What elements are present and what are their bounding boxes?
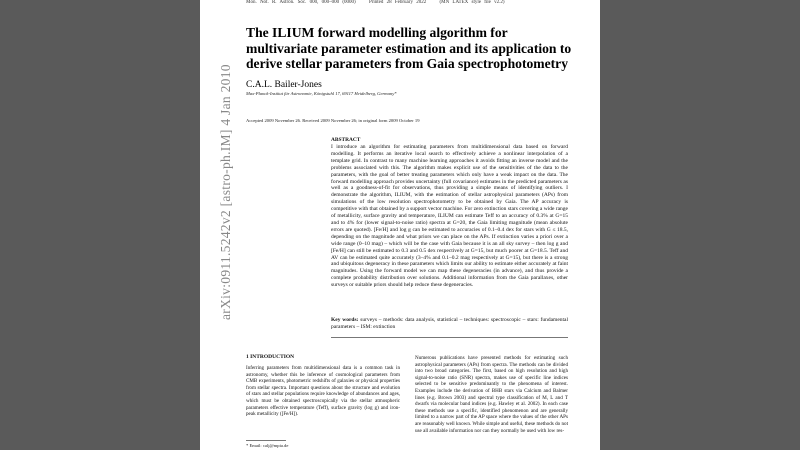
arxiv-stamp: arXiv:0911.5242v2 [astro-ph.IM] 4 Jan 2010 bbox=[218, 64, 233, 320]
dates-line: Accepted 2009 November 26. Received 2009 November 26; in original form 2009 October 19 bbox=[246, 118, 420, 123]
author-affiliation: Max-Planck-Institut für Astronomie, Königstuhl 17, 69117 Heidelberg, Germany* bbox=[246, 91, 397, 96]
keywords bbox=[331, 317, 568, 331]
keywords-label: Key words: bbox=[331, 317, 359, 323]
abstract-heading: ABSTRACT bbox=[331, 137, 361, 143]
abstract-divider bbox=[331, 337, 568, 338]
journal-ref: Mon. Not. R. Astron. Soc. 000, 000–000 (0000) bbox=[246, 0, 356, 5]
paper-title: The ILIUM forward modelling algorithm for multivariate parameter estimation and its application to derive stellar parameters from Gaia spectrophotometry bbox=[246, 25, 572, 71]
style-note: (MN LATEX style file v2.2) bbox=[439, 0, 505, 5]
paper-page bbox=[200, 0, 600, 450]
keywords-text: surveys – methods: data analysis, statistical – techniques: spectroscopic – stars: fundamental parameters – ISM: extinction bbox=[331, 317, 569, 330]
printed-date: Printed 28 February 2022 bbox=[368, 0, 427, 5]
section-heading-introduction: 1 INTRODUCTION bbox=[246, 354, 295, 360]
footnote-divider bbox=[246, 440, 286, 441]
author-name: C.A.L. Bailer-Jones bbox=[246, 80, 322, 90]
running-header bbox=[246, 0, 515, 5]
abstract-text: I introduce an algorithm for estimating parameters from multidimensional data based on forward modelling. It performs an iterative local search to effectively achieve a nonlinear interpolation of a template grid. In contrast to many machine learning approaches it avoids fitting an inverse model and the problems associated with this. The algorithm makes explicit use of the sensitivities of the data to the parameters, with the goal of better treating parameters which only have a weak impact on the data. The forward modelling approach provides uncertainty (full covariance) estimates in the predicted parameters as well as a goodness-of-fit for observations, thus providing a simple means of identifying outliers. I demonstrate the algorithm, ILIUM, with the estimation of stellar astrophysical parameters (APs) from simulations of the low resolution spectrophotometry to be obtained by Gaia. The AP accuracy is competitive with that obtained by a support vector machine. For zero extinction stars covering a wide range of metallicity, surface gravity and temperature, ILIUM can estimate Teff to an accuracy of 0.3% at G=15 and to 4% for (lower signal-to-noise ratio) spectra at G=20, the Gaia limiting magnitude (mean absolute errors are quoted). [Fe/H] and log g can be estimated to accuracies of 0.1–0.4 dex for stars with G ≤ 18.5, depending on the magnitude and what priors we can place on the APs. If extinction varies a priori over a wide range (0–10 mag) – which will be the case with Gaia because it is an all sky survey – then log g and [Fe/H] can still be estimated to 0.3 and 0.5 dex respectively at G=15, but much poorer at G=18.5. Teff and AV can be estimated quite accurately (3–4% and 0.1–0.2 mag respectively at G=15), but there is a strong and ubiquitous degeneracy in these parameters which limits our ability to estimate either accurately at faint magnitudes. Using the forward model we can map these degeneracies (in advance), and thus provide a complete probability distribution over solutions. Additional information from the Gaia parallaxes, other surveys or suitable priors should help reduce these degeneracies. bbox=[331, 144, 568, 289]
footnote: * Email: calj@mpia.de bbox=[246, 443, 289, 448]
intro-left-column: Inferring parameters from multidimensional data is a common task in astronomy, whether this be inference of cosmological parameters from CMB experiments, photometric redshifts of galaxies or physical properties from stellar spectra. Important questions about the structure and evolution of stars and stellar populations require knowledge of abundances and ages, which must be obtained spectroscopically via the stellar atmospheric parameters effective temperature (Teff), surface gravity (log g) and iron-peak metallicity ([Fe/H]). bbox=[246, 365, 400, 418]
intro-right-column: Numerous publications have presented methods for estimating such astrophysical parameters (APs) from spectra. The methods can be divided into two broad categories. The first, based on high resolution and high signal-to-noise ratio (SNR) spectra, makes use of specific line indices selected to be sensitive predominantly to the phenomena of interest. Examples include the derivation of BHB stars via Calcium and Balmer lines (e.g. Brown 2003) and spectral type classification of M, L and T dwarfs via molecular band indices (e.g. Hawley et al. 2002). In each case these methods use a specific, identified phenomenon and are generally limited to a narrow part of the AP space where the values of the other APs are reasonably well known. While simple and useful, these methods do not use all available information nor can they normally be used with low res- bbox=[415, 355, 568, 434]
